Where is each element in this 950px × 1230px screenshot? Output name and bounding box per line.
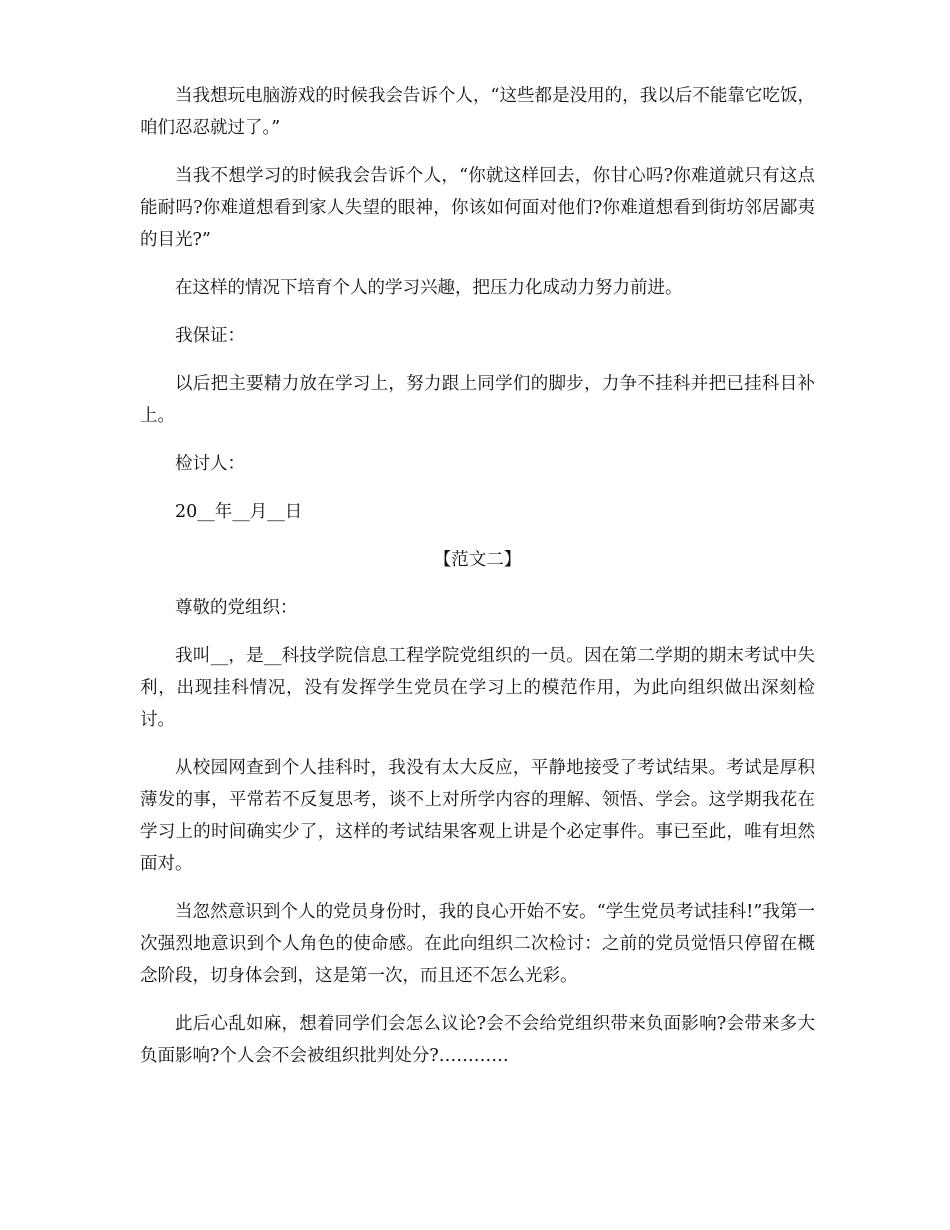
paragraph-reaction: 从校园网查到个人挂科时，我没有太大反应，平静地接受了考试结果。考试是厚积薄发的事，平常若不反复思考，谈不上对所学内容的理解、领悟、学会。这学期我花在学习上的时间确实少了，这样的考试结果客观上讲是个必定事件。事已至此，唯有坦然面对。 xyxy=(140,758,815,874)
signature-label: 检讨人： xyxy=(175,454,245,474)
paragraph-game: 当我想玩电脑游戏的时候我会告诉个人，“这些都是没用的，我以后不能靠它吃饭，咱们忍忍就过了。” xyxy=(140,86,815,138)
document-page xyxy=(140,80,815,1088)
section-heading: 【范文二】 xyxy=(433,550,522,570)
paragraph-conscience: 当忽然意识到个人的党员身份时，我的良心开始不安。“学生党员考试挂科!”我第一次强烈地意识到个人角色的使命感。在此向组织二次检讨：之前的党员觉悟只停留在概念阶段，切身体会到，这是第一次，而且还不怎么光彩。 xyxy=(140,902,815,986)
paragraph-guarantee: 以后把主要精力放在学习上，努力跟上同学们的脚步，力争不挂科并把已挂科目补上。 xyxy=(140,374,815,426)
paragraph-worry: 此后心乱如麻，想着同学们会怎么议论?会不会给党组织带来负面影响?会带来多大负面影响?个人会不会被组织批判处分?………… xyxy=(140,1014,815,1066)
date-line: 20__年__月__日 xyxy=(175,502,303,522)
salutation: 尊敬的党组织： xyxy=(175,598,298,618)
paragraph-intro: 我叫__，是__科技学院信息工程学院党组织的一员。因在第二学期的期末考试中失利，出现挂科情况，没有发挥学生党员在学习上的模范作用，为此向组织做出深刻检讨。 xyxy=(140,646,815,730)
paragraph-interest: 在这样的情况下培育个人的学习兴趣，把压力化成动力努力前进。 xyxy=(175,278,683,298)
paragraph-study: 当我不想学习的时候我会告诉个人，“你就这样回去，你甘心吗?你难道就只有这点能耐吗?你难道想看到家人失望的眼神，你该如何面对他们?你难道想看到街坊邻居鄙夷的目光?” xyxy=(140,166,815,250)
paragraph-guarantee-label: 我保证： xyxy=(175,326,245,346)
